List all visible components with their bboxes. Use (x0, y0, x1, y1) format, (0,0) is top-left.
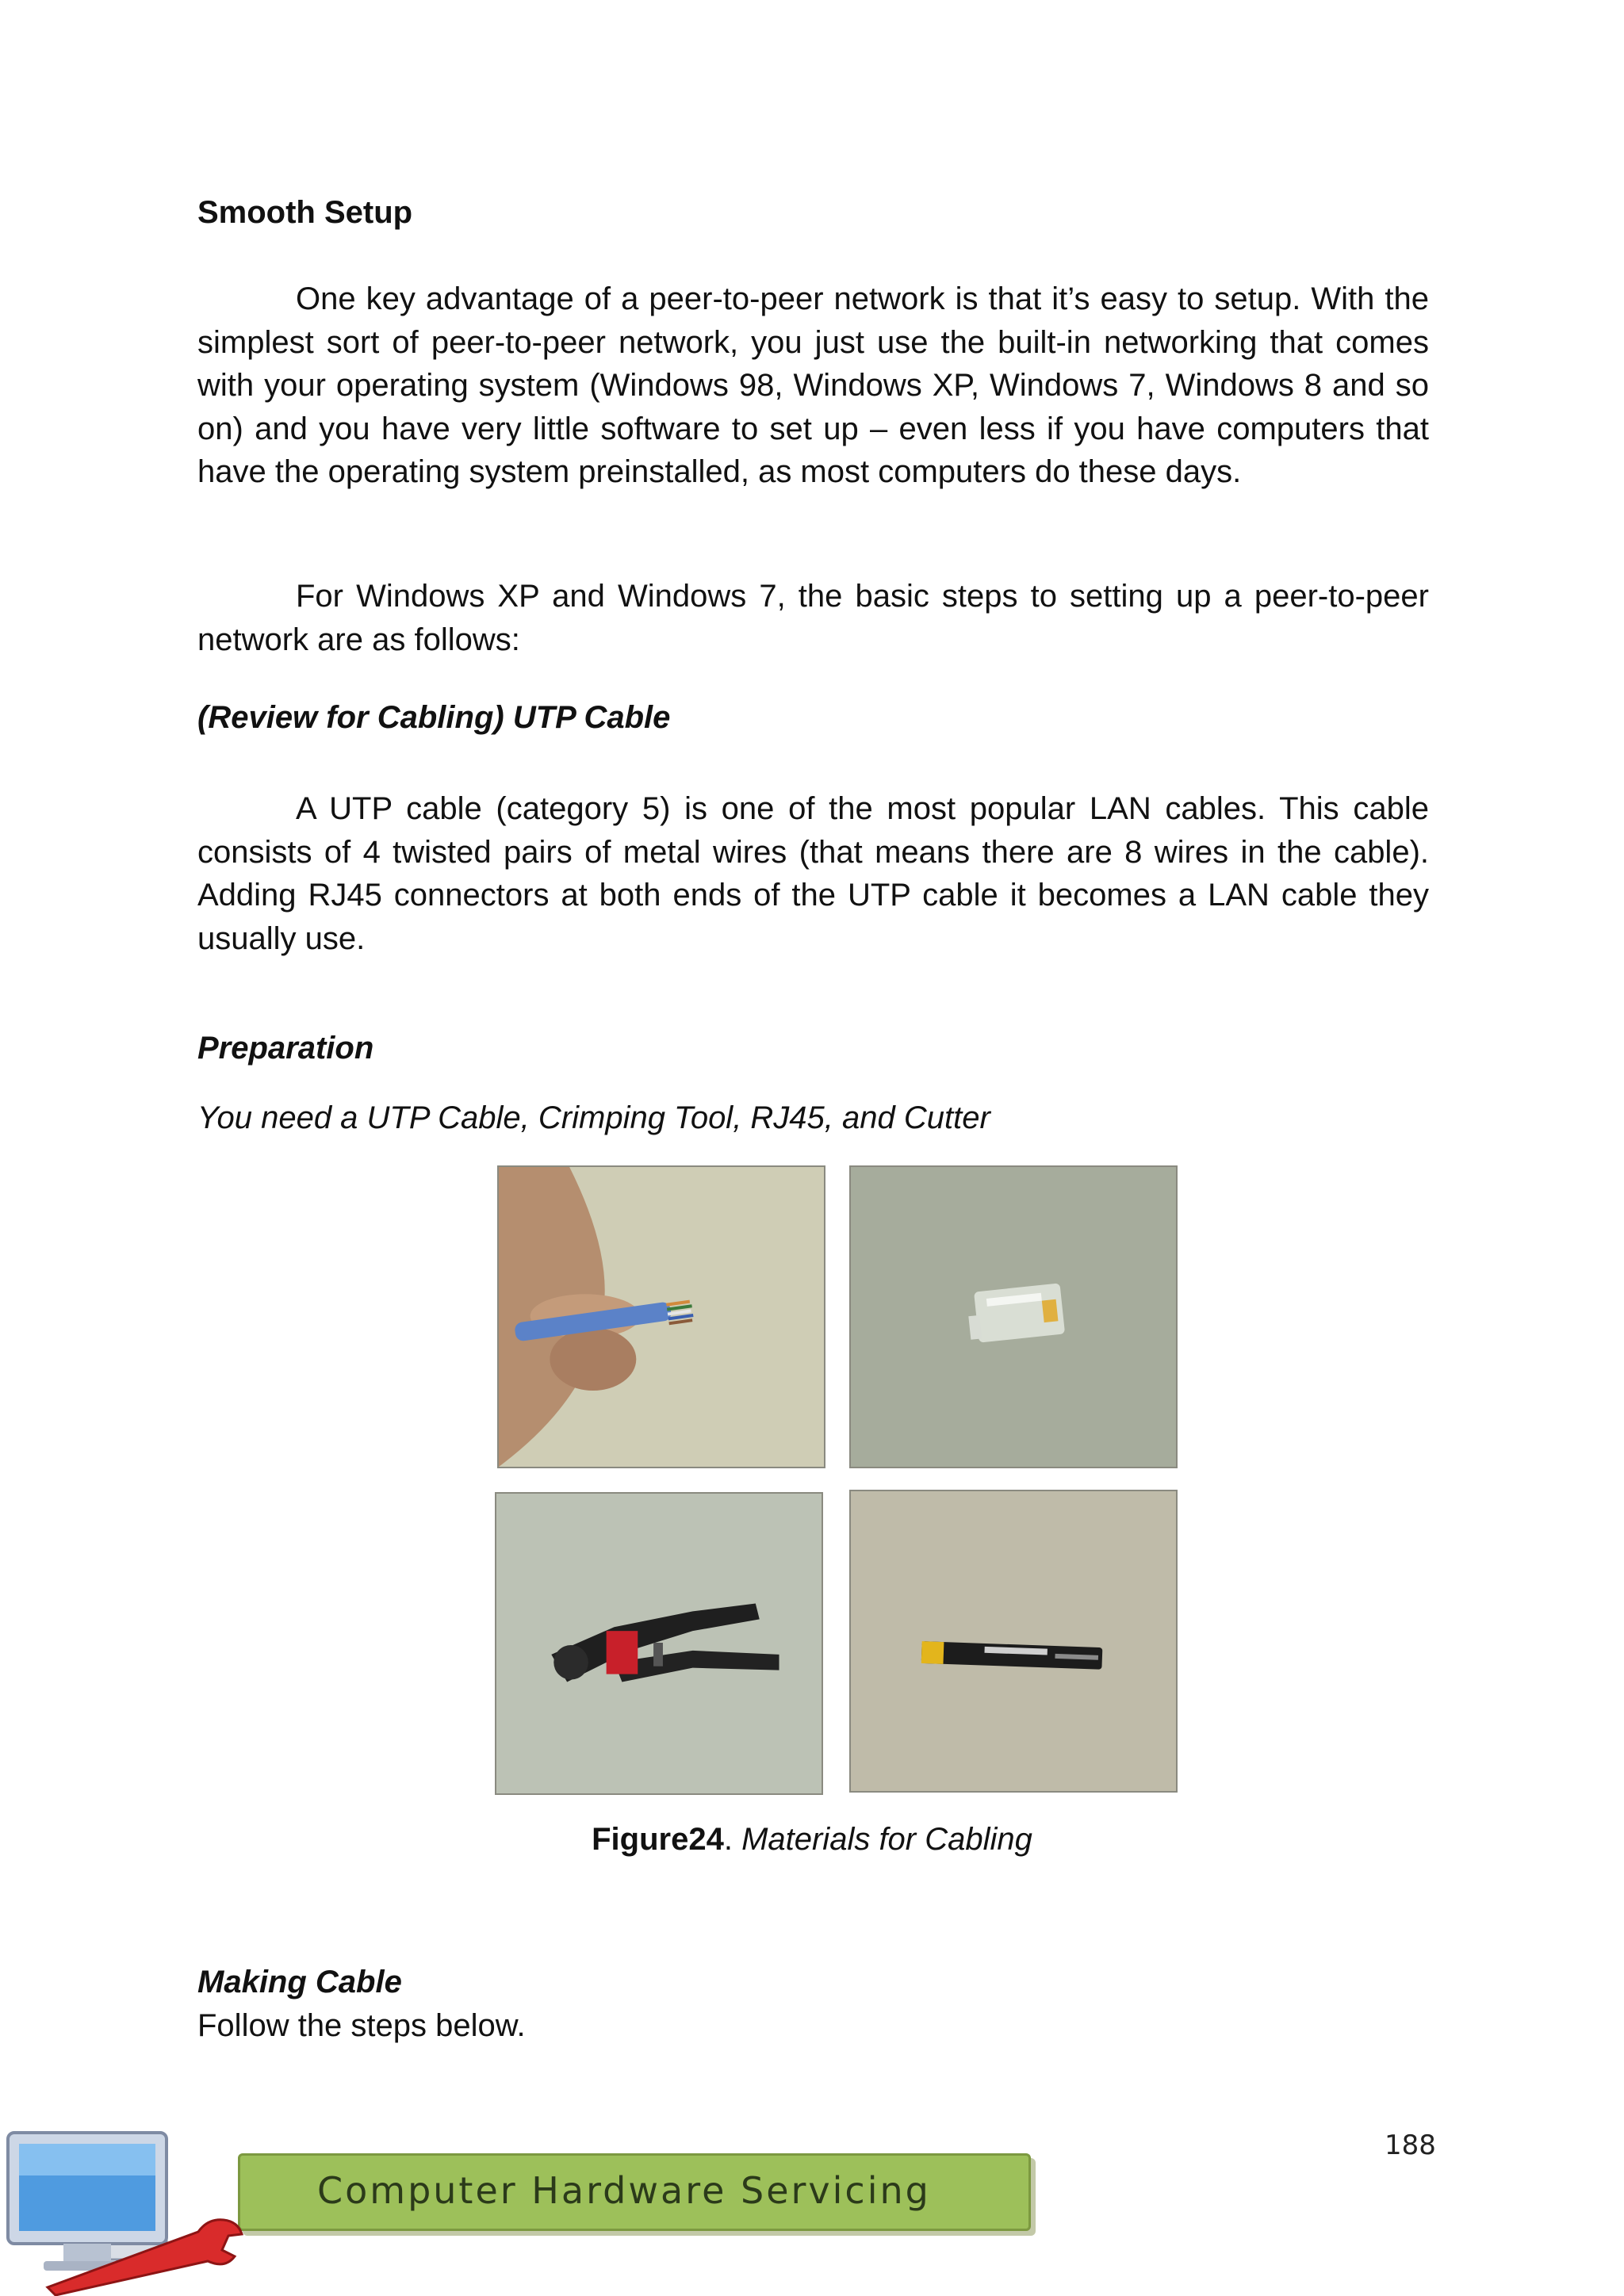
footer-title: Computer Hardware Servicing (317, 2169, 931, 2212)
making-cable-line: Follow the steps below. (197, 2008, 526, 2043)
computer-wrench-logo-icon (0, 2125, 301, 2296)
paragraph-smooth-setup-2: For Windows XP and Windows 7, the basic steps to setting up a peer-to-peer network are as follows: (197, 579, 1429, 657)
figure-label: Figure24 (592, 1822, 724, 1857)
figure-caption-text: Materials for Cabling (741, 1822, 1032, 1857)
crimping-tool-photo (495, 1492, 823, 1795)
heading-preparation: Preparation (197, 1031, 374, 1066)
heading-making-cable: Making Cable (197, 1965, 402, 1999)
heading-smooth-setup: Smooth Setup (197, 195, 413, 230)
paragraph-smooth-setup-1: One key advantage of a peer-to-peer network is that it’s easy to setup. With the simplest sort of peer-to-peer network, you just use the built-in networking that comes with your operating system (Windows 98, Windows XP, Windows 7, Windows 8 and so on) and you have very little software to set up – even less if you have computers that have the operating system preinstalled, as most computers do these days. (197, 281, 1429, 489)
rj45-connector-photo (849, 1165, 1178, 1468)
figure-caption (0, 1822, 1624, 1858)
heading-utp-cable: (Review for Cabling) UTP Cable (197, 700, 671, 735)
page-number: 188 (1385, 2130, 1436, 2161)
preparation-materials-line: You need a UTP Cable, Crimping Tool, RJ45, and Cutter (197, 1100, 990, 1135)
figure-caption-separator: . (723, 1822, 742, 1857)
paragraph-utp-cable: A UTP cable (category 5) is one of the most popular LAN cables. This cable consists of 4 twisted pairs of metal wires (that means there are 8 wires in the cable). Adding RJ45 connectors at both ends of the UTP cable it becomes a LAN cable they usually use. (197, 791, 1429, 956)
cutter-photo (849, 1490, 1178, 1793)
utp-cable-photo (497, 1165, 825, 1468)
